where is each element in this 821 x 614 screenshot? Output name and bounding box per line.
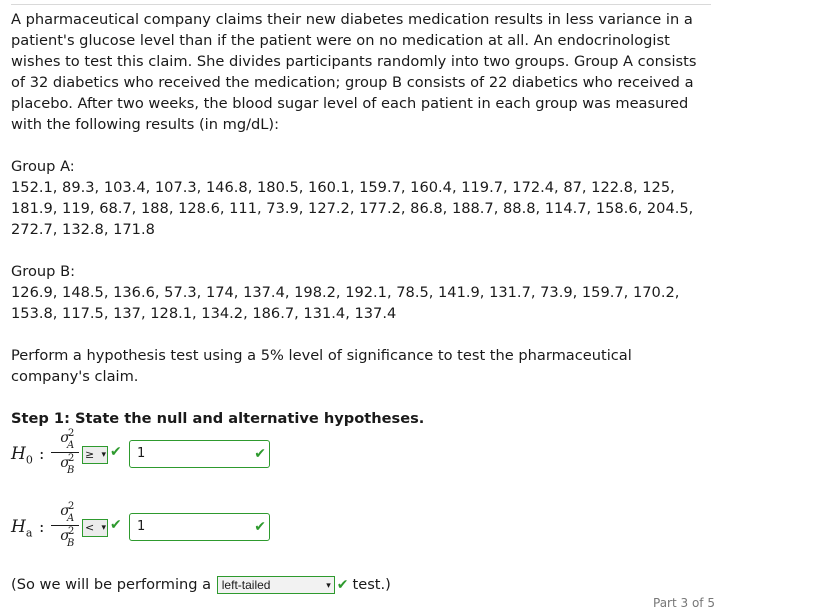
test-type-select[interactable]: left-tailed ▾ (217, 576, 335, 594)
check-icon: ✔ (110, 517, 122, 533)
chevron-down-icon: ▾ (326, 580, 331, 590)
problem-intro: A pharmaceutical company claims their new diabetes medication results in less variance in a patient's glucose level than if the patient were on no medication at all. An endocrinologist wishes to test this claim. She divides participants randomly into two groups. Group A consists of 32 diabetics who received the medication; group B consists of 22 diabetics who received a placebo. After two weeks, the blood sugar level of each patient in each group was measured with the following results (in mg/dL): (11, 11, 697, 133)
group-b-label: Group B: (11, 263, 75, 280)
ha-operator-select[interactable]: < ▾ (82, 519, 108, 537)
part-indicator: Part 3 of 5 (653, 596, 715, 610)
h0-operator-select[interactable]: ≥ ▾ (82, 446, 108, 464)
chevron-down-icon: ▾ (101, 523, 106, 533)
h0-symbol: $H_0$ (11, 444, 33, 467)
check-icon: ✔ (336, 577, 349, 593)
test-prefix: (So we will be performing a (11, 576, 212, 593)
group-a-label: Group A: (11, 158, 75, 175)
check-icon: ✔ (254, 446, 266, 462)
h0-colon: : (39, 444, 45, 463)
ha-variance-ratio: σ 2 A σ 2 B (51, 503, 79, 548)
h0-value-input[interactable]: 1 ✔ (129, 440, 270, 468)
check-icon: ✔ (254, 519, 266, 535)
step-title: Step 1: State the null and alternative hypotheses. (11, 410, 425, 427)
check-icon: ✔ (110, 444, 122, 460)
h0-variance-ratio: σ 2 A σ 2 B (51, 430, 79, 475)
problem-instruction: Perform a hypothesis test using a 5% level of significance to test the pharmaceutical company's claim. (11, 347, 632, 385)
test-suffix: test.) (352, 576, 391, 593)
test-type-line (11, 574, 391, 596)
ha-symbol: $H_a$ (11, 517, 33, 540)
problem-statement (11, 9, 711, 450)
ha-colon: : (39, 517, 45, 536)
chevron-down-icon: ▾ (101, 450, 106, 460)
group-b-values: 126.9, 148.5, 136.6, 57.3, 174, 137.4, 198.2, 192.1, 78.5, 141.9, 131.7, 73.9, 159.7, 170.2, 153.8, 117.5, 137, 128.1, 134.2, 186.7, 131.4, 137.4 (11, 284, 680, 322)
alternative-hypothesis (11, 503, 311, 553)
ha-value-input[interactable]: 1 ✔ (129, 513, 270, 541)
group-a-values: 152.1, 89.3, 103.4, 107.3, 146.8, 180.5, 160.1, 159.7, 160.4, 119.7, 172.4, 87, 122.8, 125, 181.9, 119, 68.7, 188, 128.6, 111, 73.9, 127.2, 177.2, 86.8, 188.7, 88.8, 114.7, 158.6, 204.5, 272.7, 132.8, 171.8 (11, 179, 694, 238)
null-hypothesis (11, 430, 311, 480)
top-divider (11, 4, 711, 5)
